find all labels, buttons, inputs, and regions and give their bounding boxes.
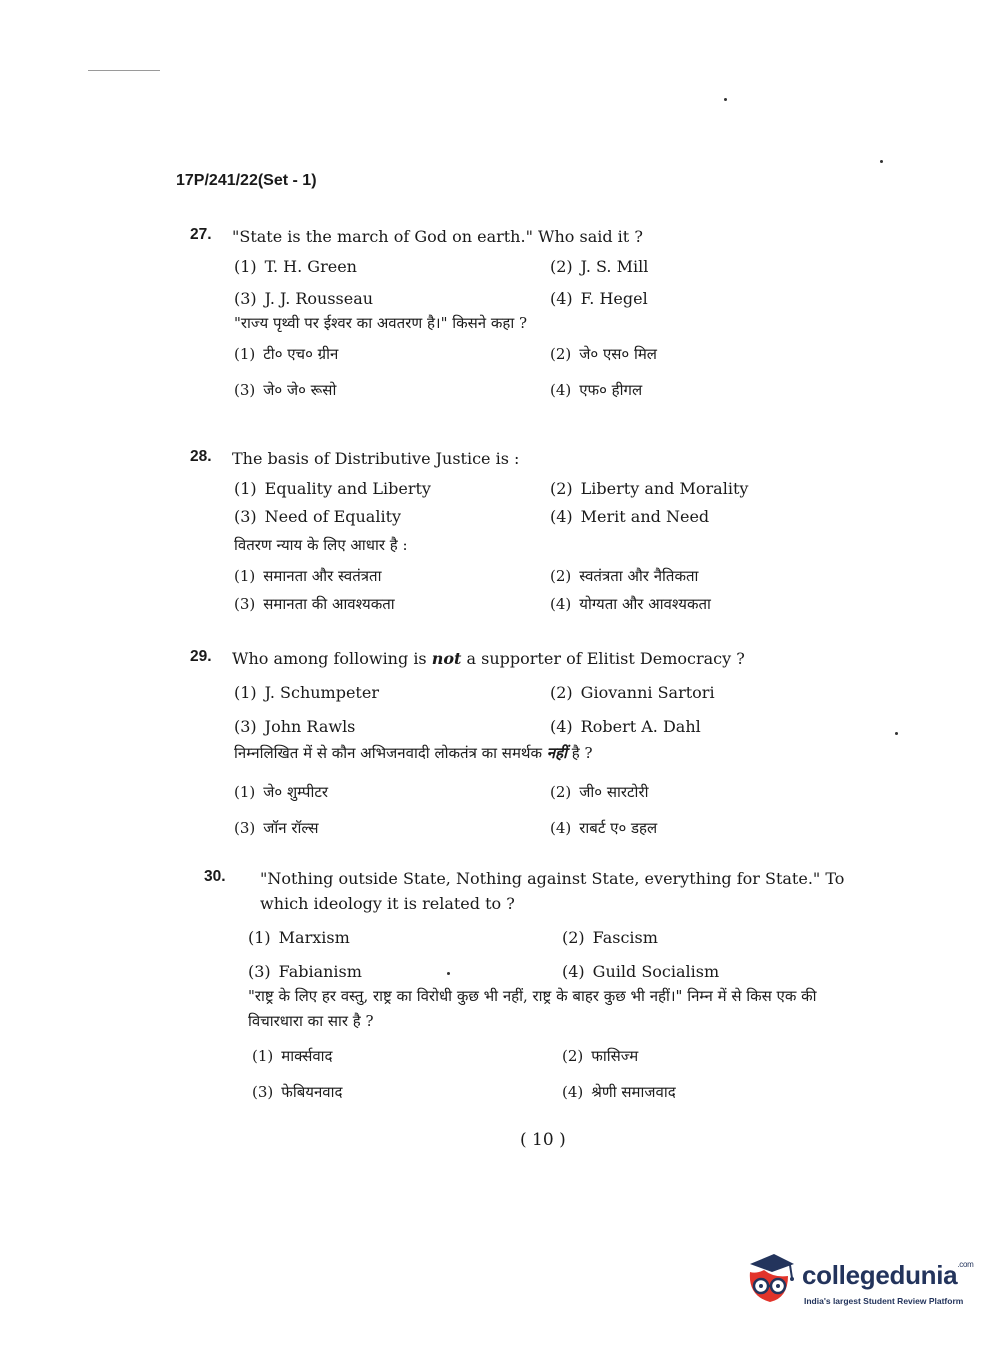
option-4: (4) Merit and Need [550, 507, 710, 526]
logo-wordmark: collegedunia$^{.com}$ [802, 1260, 974, 1290]
option-1: (1) T. H. Green [234, 257, 357, 276]
option-4: (4) Robert A. Dahl [550, 717, 701, 736]
option-3-hi: (3) समानता की आवश्यकता [234, 595, 395, 613]
option-2-hi: (2) जी० सारटोरी [550, 783, 649, 801]
question-text-en: The basis of Distributive Justice is : [232, 449, 520, 468]
option-1: (1) Equality and Liberty [234, 479, 431, 498]
emphasis-nahin: नहीं [546, 744, 567, 762]
option-2: (2) Liberty and Morality [550, 479, 749, 498]
question-29 [190, 646, 880, 840]
question-number: 30. [204, 868, 226, 885]
collegedunia-logo [744, 1248, 974, 1316]
option-1-hi: (1) मार्क्सवाद [252, 1047, 333, 1065]
option-2-hi: (2) स्वतंत्रता और नैतिकता [550, 567, 699, 585]
option-4-hi: (4) योग्यता और आवश्यकता [550, 595, 711, 613]
option-4-hi: (4) एफ० हीगल [550, 381, 643, 399]
question-text-en: "State is the march of God on earth." Who said it ? [232, 227, 643, 246]
scan-speck [895, 732, 898, 735]
question-number: 28. [190, 448, 212, 465]
emphasis-not: not [431, 649, 462, 668]
option-1-hi: (1) टी० एच० ग्रीन [234, 345, 339, 363]
question-text-hi: निम्नलिखित में से कौन अभिजनवादी लोकतंत्र का समर्थक नहीं है ? [234, 744, 593, 762]
question-text-hi: "राष्ट्र के लिए हर वस्तु, राष्ट्र का विरोधी कुछ भी नहीं, राष्ट्र के बाहर कुछ भी नहीं।" निम्न में से किस एक की विचारधारा का सार है ? [248, 987, 817, 1030]
question-number: 27. [190, 226, 212, 243]
question-number: 29. [190, 648, 212, 665]
option-1-hi: (1) जे० शुम्पीटर [234, 783, 329, 801]
question-30 [190, 866, 870, 1104]
option-4: (4) Guild Socialism [562, 962, 720, 981]
question-text-hi: वितरण न्याय के लिए आधार है : [234, 536, 408, 554]
option-3: (3) J. J. Rousseau [234, 289, 374, 308]
option-3-hi: (3) जे० जे० रूसो [234, 381, 337, 399]
top-rule [88, 70, 160, 71]
option-4-hi: (4) राबर्ट ए० डहल [550, 819, 658, 837]
question-text-en: "Nothing outside State, Nothing against State, everything for State." To which ideology it is related to ? [260, 869, 845, 913]
option-2-hi: (2) फासिज्म [562, 1047, 639, 1065]
option-3: (3) Need of Equality [234, 507, 402, 526]
page-number: ( 10 ) [520, 1130, 566, 1150]
option-4-hi: (4) श्रेणी समाजवाद [562, 1083, 676, 1101]
option-2: (2) Giovanni Sartori [550, 683, 715, 702]
scan-speck [880, 160, 883, 163]
option-1-hi: (1) समानता और स्वतंत्रता [234, 567, 382, 585]
option-2: (2) Fascism [562, 928, 658, 947]
question-text-hi: "राज्य पृथ्वी पर ईश्वर का अवतरण है।" किसने कहा ? [234, 314, 528, 332]
logo-tagline: India's largest Student Review Platform [804, 1296, 964, 1306]
option-3-hi: (3) फेबियनवाद [252, 1083, 343, 1101]
option-4: (4) F. Hegel [550, 289, 648, 308]
scan-speck [724, 98, 727, 101]
question-27 [190, 224, 880, 402]
option-3-hi: (3) जॉन रॉल्स [234, 819, 319, 837]
option-3: (3) John Rawls [234, 717, 356, 736]
option-1: (1) Marxism [248, 928, 350, 947]
option-2: (2) J. S. Mill [550, 257, 649, 276]
paper-code: 17P/241/22(Set - 1) [176, 172, 317, 189]
option-2-hi: (2) जे० एस० मिल [550, 345, 657, 363]
question-28 [190, 446, 880, 616]
mascot-icon [744, 1252, 796, 1308]
question-text-en: Who among following is not a supporter of Elitist Democracy ? [232, 649, 745, 668]
option-1: (1) J. Schumpeter [234, 683, 379, 702]
option-3: (3) Fabianism [248, 962, 362, 981]
